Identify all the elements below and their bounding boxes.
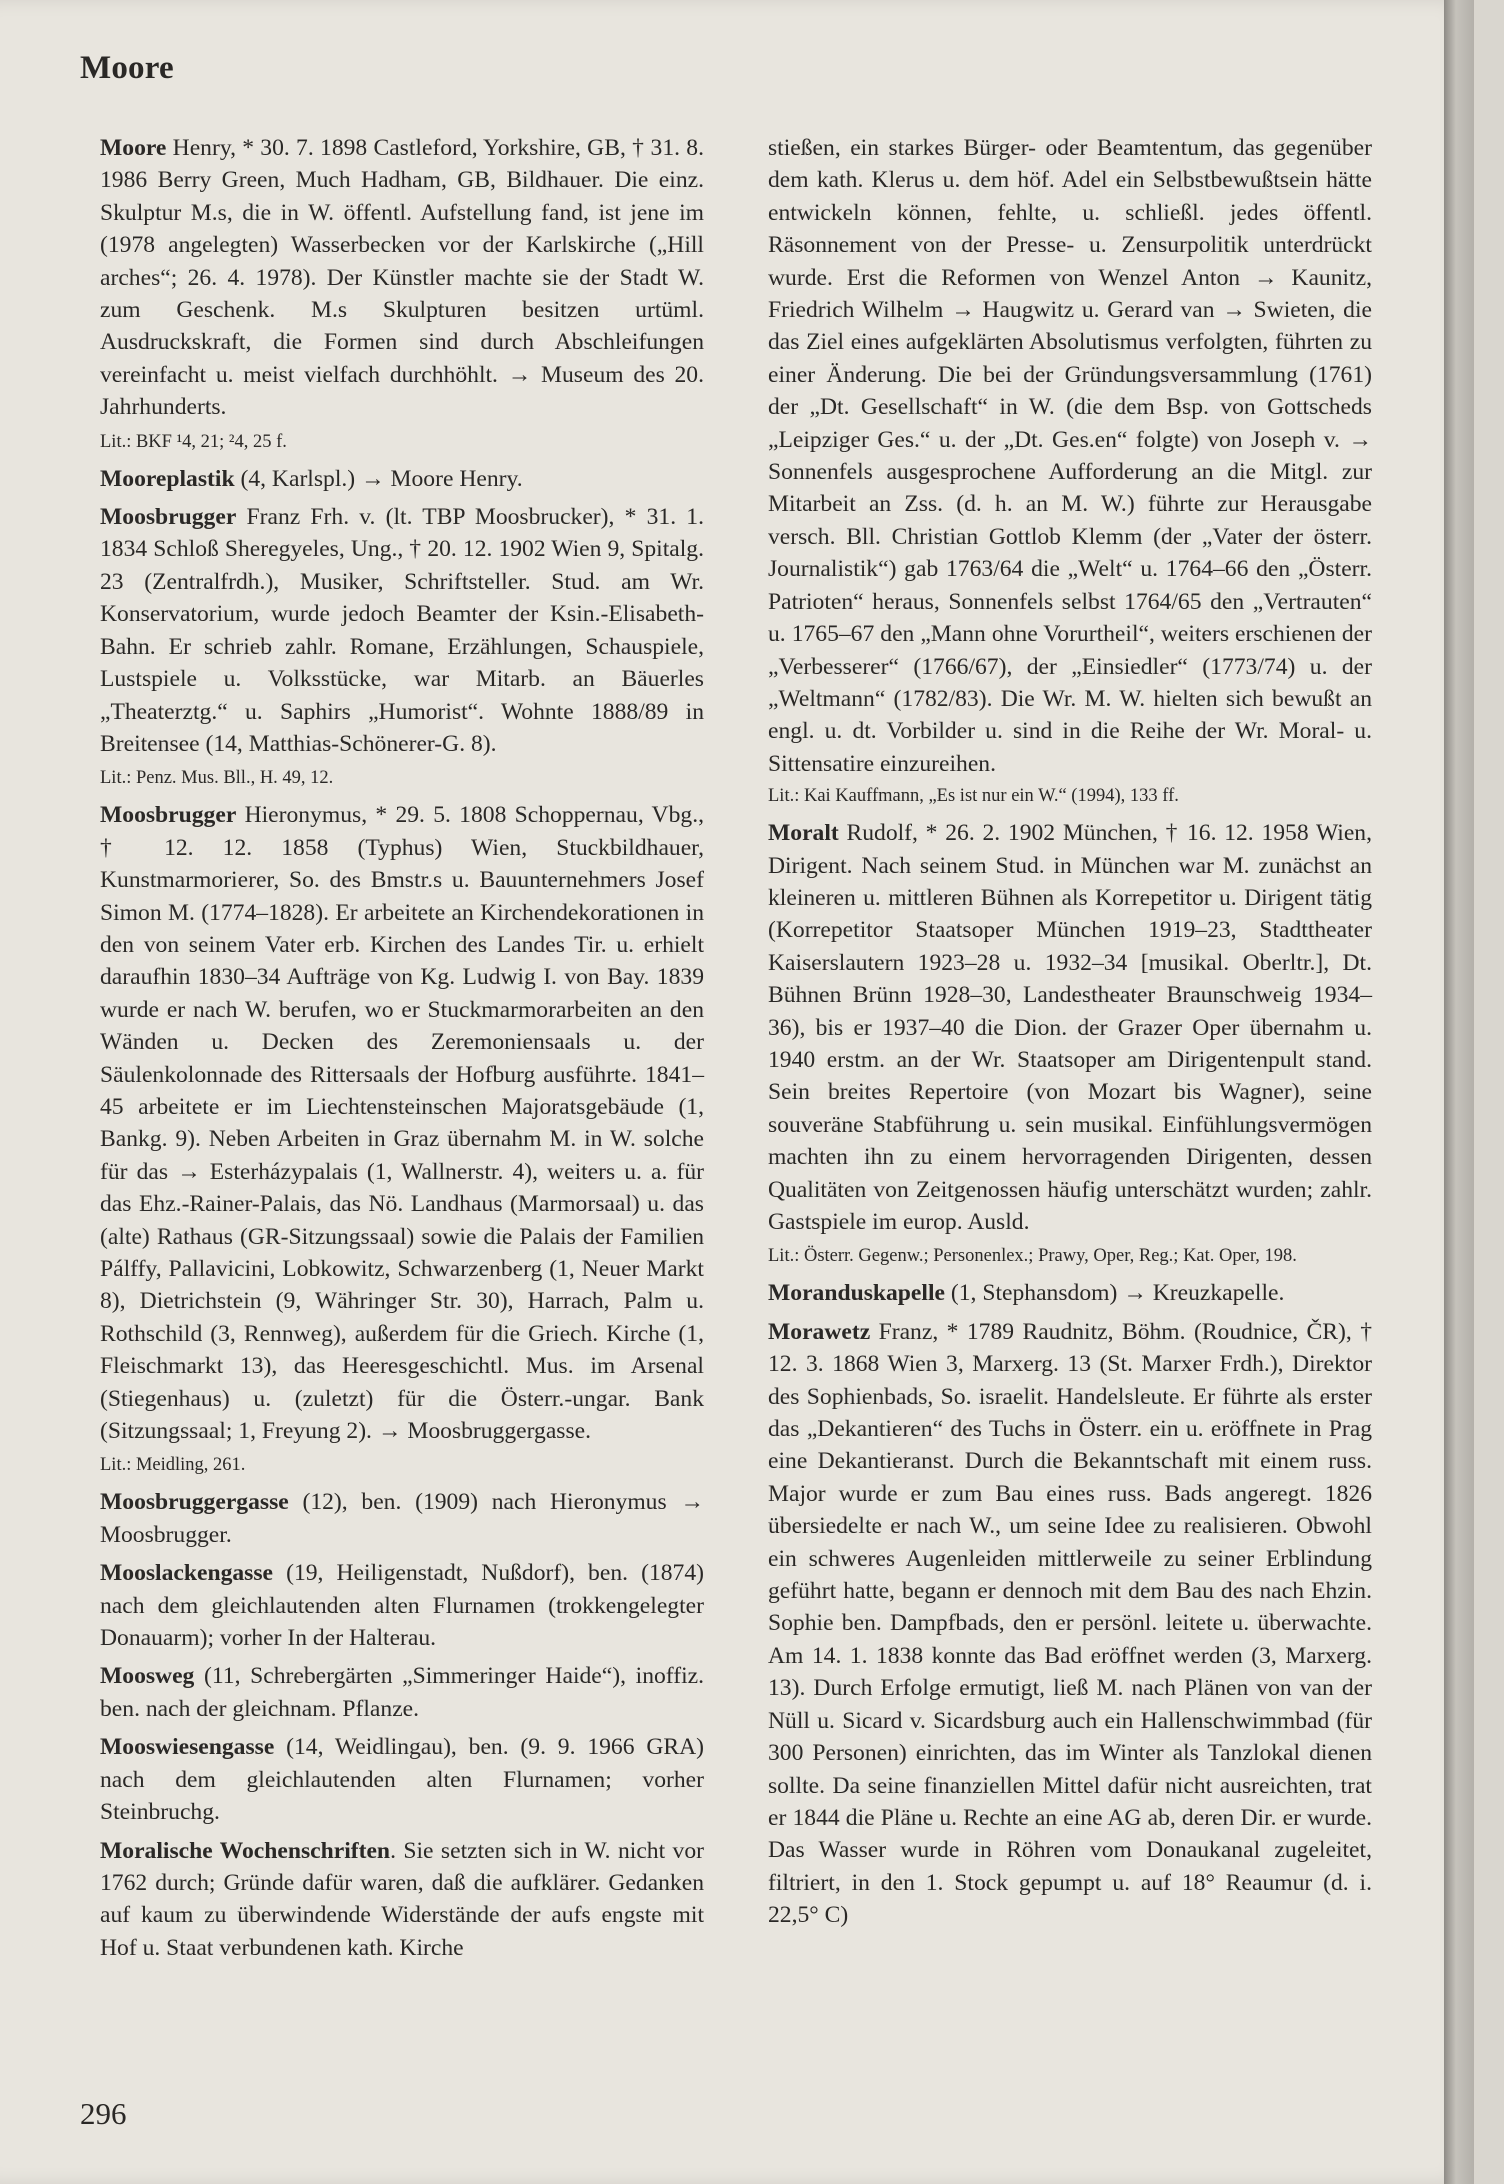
entry-lemma: Moralt	[768, 820, 839, 847]
entry-lemma: Mooswiesengasse	[100, 1734, 275, 1761]
entry-text: Henry, * 30. 7. 1898 Castleford, Yorkshire, GB, † 31. 8. 1986 Berry Green, Much Hadham, GB, Bildhauer. Die einz. Skulptur M.s, die in W. öffentl. Aufstellung fand, ist jene im (1978 angelegten) Wasserbecken vor der Karlskirche („Hill arches“; 26. 4. 1978). Der Künstler machte sie der Stadt W. zum Geschenk. M.s Skulpturen besitzen urtüml. Ausdruckskraft, die Formen sind durch Abschleifungen vereinfacht u. meist vielfach durchhöhlt. → Museum des 20. Jahrhunderts.	[100, 135, 704, 421]
entry-continuation: stießen, ein starkes Bürger- oder Beamtentum, das gegenüber dem kath. Klerus u. dem höf. Adel ein Selbstbewußtsein hätte entwickeln können, fehlte, u. schließl. jedes öffentl. Räsonnement von der Presse- u. Zensurpolitik unterdrückt wurde. Erst die Reformen von Wenzel Anton → Kaunitz, Friedrich Wilhelm → Haugwitz u. Gerard van → Swieten, die das Ziel eines aufgeklärten Absolutismus verfolgten, führten zu einer Änderung. Die bei der Gründungsversammlung (1761) der „Dt. Gesellschaft“ in W. (die dem Bsp. von Gottscheds „Leipziger Ges.“ u. der „Dt. Ges.en“ folgte) von Joseph v. → Sonnenfels ausgesprochene Aufforderung an die Mitgl. zur Mitarbeit an Zss. (d. h. an M. W.) führte zur Herausgabe versch. Bll. Christian Gottlob Klemm (der „Vater der österr. Journalistik“) gab 1763/64 die „Welt“ u. 1764–66 den „Österr. Patrioten“ heraus, Sonnenfels selbst 1764/65 den „Vertrauten“ u. 1765–67 den „Mann ohne Vorurtheil“, weiters erschienen der „Verbesserer“ (1766/67), der „Einsiedler“ (1773/74) u. der „Weltmann“ (1782/83). Die Wr. M. W. hielten sich bewußt an engl. u. dt. Vorbilder u. sind in die Reihe der Wr. Moral- u. Sittensatire einzureihen.	[768, 135, 1372, 777]
literature-reference: Lit.: Penz. Mus. Bll., H. 49, 12.	[100, 768, 334, 789]
entry-text: (14, Weidlingau), ben. (9. 9. 1966 GRA) nach dem gleichlautenden alten Flurnamen; vorher Steinbruchg.	[100, 1734, 704, 1826]
literature-reference: Lit.: Meidling, 261.	[100, 1455, 246, 1476]
entry-lemma: Moosweg	[100, 1663, 195, 1690]
page-edge	[1444, 0, 1474, 2184]
literature-reference: Lit.: BKF ¹4, 21; ²4, 25 f.	[100, 431, 287, 452]
lexicon-entry	[100, 1731, 704, 1828]
right-column	[768, 132, 1372, 1938]
entry-lemma: Moore	[100, 135, 167, 161]
lexicon-entry	[100, 1557, 704, 1654]
entry-text: (12), ben. (1909) nach Hieronymus → Moosbrugger.	[100, 1489, 704, 1548]
lexicon-entry	[100, 501, 704, 760]
lexicon-entry	[100, 1835, 704, 1965]
entry-text: Franz, * 1789 Raudnitz, Böhm. (Roudnice, ČR), † 12. 3. 1868 Wien 3, Marxerg. 13 (St. Marxer Frdh.), Direktor des Sophienbads, So. israelit. Handelsleute. Er führte als erster das „Dekantieren“ des Tuchs in Österr. ein u. eröffnete in Prag eine Dekantieranst. Durch die Bekanntschaft mit einem russ. Major wurde er zum Bau eines russ. Bads angeregt. 1826 übersiedelte er nach W., um seine Idee zu realisieren. Obwohl ein schweres Augenleiden mittlerweile zu seiner Erblindung geführt hatte, begann er dennoch mit dem Bau des nach Ehzin. Sophie ben. Dampfbads, den er persönl. leitete u. überwachte. Am 14. 1. 1838 konnte das Bad eröffnet werden (3, Marxerg. 13). Durch Erfolge ermutigt, ließ M. nach Plänen von van der Nüll u. Sicard v. Sicardsburg auch ein Hallenschwimmbad (für 300 Personen) einrichten, das im Winter als Tanzlokal dienen sollte. Da seine finanziellen Mittel dafür nicht ausreichten, trat er 1844 die Pläne u. Rechte an eine AG ab, deren Dir. er wurde. Das Wasser wurde in Röhren vom Donaukanal zugeleitet, filtriert, in den 1. Stock gepumpt u. auf 18° Reaumur (d. i. 22,5° C)	[768, 1318, 1372, 1929]
entry-text: Rudolf, * 26. 2. 1902 München, † 16. 12. 1958 Wien, Dirigent. Nach seinem Stud. in München war M. zunächst an kleineren u. mittleren Bühnen als Korrepetitor u. Dirigent tätig (Korrepetitor Staatsoper München 1919–23, Stadttheater Kaiserslautern 1923–28 u. 1932–34 [musikal. Oberltr.], Dt. Bühnen Brünn 1928–30, Landestheater Braunschweig 1934–36), bis er 1937–40 die Dion. der Grazer Oper übernahm u. 1940 erstm. an der Wr. Staatsoper am Dirigentenpult stand. Sein breites Repertoire (von Mozart bis Wagner), seine souveräne Stabführung u. sein musikal. Einfühlungsvermögen machten ihn zu einem hervorragenden Dirigenten, dessen Qualitäten von Zeitgenossen häufig unterschätzt wurden; zahlr. Gastspiele im europ. Ausld.	[768, 820, 1372, 1235]
entry-lemma: Mooreplastik	[100, 465, 235, 492]
lexicon-entry	[768, 817, 1372, 1238]
entry-lemma: Moosbruggergasse	[100, 1489, 289, 1516]
entry-lemma: Mooslackengasse	[100, 1560, 274, 1587]
lexicon-entry	[100, 799, 704, 1447]
literature-reference: Lit.: Kai Kauffmann, „Es ist nur ein W.“ (1994), 133 ff.	[768, 786, 1179, 807]
entry-lemma: Moosbrugger	[100, 802, 237, 829]
lexicon-entry	[100, 1660, 704, 1725]
entry-lemma: Moralische Wochenschriften	[100, 1837, 391, 1864]
entry-lemma: Moosbrugger	[100, 504, 237, 531]
entry-lemma: Morawetz	[768, 1318, 871, 1345]
lexicon-entry	[100, 1486, 704, 1551]
lexicon-entry	[100, 132, 704, 424]
entry-text: (4, Karlspl.) → Moore Henry.	[234, 465, 523, 492]
entry-text: (11, Schrebergärten „Simmeringer Haide“), inoffiz. ben. nach der gleichnam. Pflanze.	[100, 1663, 704, 1722]
lexicon-entry	[768, 1277, 1372, 1309]
entry-lemma: Moranduskapelle	[768, 1280, 945, 1307]
lexicon-entry	[100, 463, 704, 495]
lexicon-entry	[768, 1316, 1372, 1932]
entry-text: (1, Stephansdom) → Kreuzkapelle.	[944, 1280, 1285, 1307]
literature-reference: Lit.: Österr. Gegenw.; Personenlex.; Prawy, Oper, Reg.; Kat. Oper, 198.	[768, 1246, 1297, 1267]
running-head: Moore	[80, 50, 174, 86]
entry-text: Hieronymus, * 29. 5. 1808 Schoppernau, Vbg., † 12. 12. 1858 (Typhus) Wien, Stuckbildhauer, Kunstmarmorierer, So. des Bmstr.s u. Bauunternehmers Josef Simon M. (1774–1828). Er arbeitete an Kirchendekorationen in den von seinem Vater erb. Kirchen des Landes Tir. u. erhielt daraufhin 1830–34 Aufträge von Kg. Ludwig I. von Bay. 1839 wurde er nach W. berufen, wo er Stuckmarmorarbeiten an den Wänden u. Decken des Zeremoniensaals u. der Säulenkolonnade des Rittersaals der Hofburg ausführte. 1841–45 arbeitete er im Liechtensteinschen Majoratsgebäude (1, Bankg. 9). Neben Arbeiten in Graz übernahm M. in W. solche für das → Esterházypalais (1, Wallnerstr. 4), weiters u. a. für das Ehz.-Rainer-Palais, das Nö. Landhaus (Marmorsaal) u. das (alte) Rathaus (GR-Sitzungssaal) sowie die Palais der Familien Pálffy, Pallavicini, Lobkowitz, Schwarzenberg (1, Neuer Markt 8), Dietrichstein (9, Währinger Str. 30), Harrach, Palm u. Rothschild (3, Rennweg), außerdem für die Griech. Kirche (1, Fleischmarkt 13), das Heeresgeschichtl. Mus. im Arsenal (Stiegenhaus) u. (zuletzt) für die Österr.-ungar. Bank (Sitzungssaal; 1, Freyung 2). → Moosbruggergasse.	[100, 802, 704, 1445]
entry-text: . Sie setzten sich in W. nicht vor 1762 durch; Gründe dafür waren, daß die aufklärer. Gedanken auf kaum zu überwindende Widerstände der aufs engste mit Hof u. Staat verbundenen kath. Kirche	[100, 1837, 704, 1961]
entry-text: Franz Frh. v. (lt. TBP Moosbrucker), * 31. 1. 1834 Schloß Sheregyeles, Ung., † 20. 12. 1902 Wien 9, Spitalg. 23 (Zentralfrdh.), Musiker, Schriftsteller. Stud. am Wr. Konservatorium, wurde jedoch Beamter der Ksin.-Elisabeth-Bahn. Er schrieb zahlr. Romane, Erzählungen, Schauspiele, Lustspiele u. Volksstücke, war Mitarb. an Bäuerles „Theaterztg.“ u. Saphirs „Humorist“. Wohnte 1888/89 in Breitensee (14, Matthias-Schönerer-G. 8).	[100, 504, 704, 757]
page-number: 296	[80, 2096, 127, 2131]
left-column	[100, 132, 704, 1970]
entry-text: (19, Heiligenstadt, Nußdorf), ben. (1874) nach dem gleichlautenden alten Flurnamen (trokkengelegter Donauarm); vorher In der Halterau.	[100, 1560, 704, 1652]
